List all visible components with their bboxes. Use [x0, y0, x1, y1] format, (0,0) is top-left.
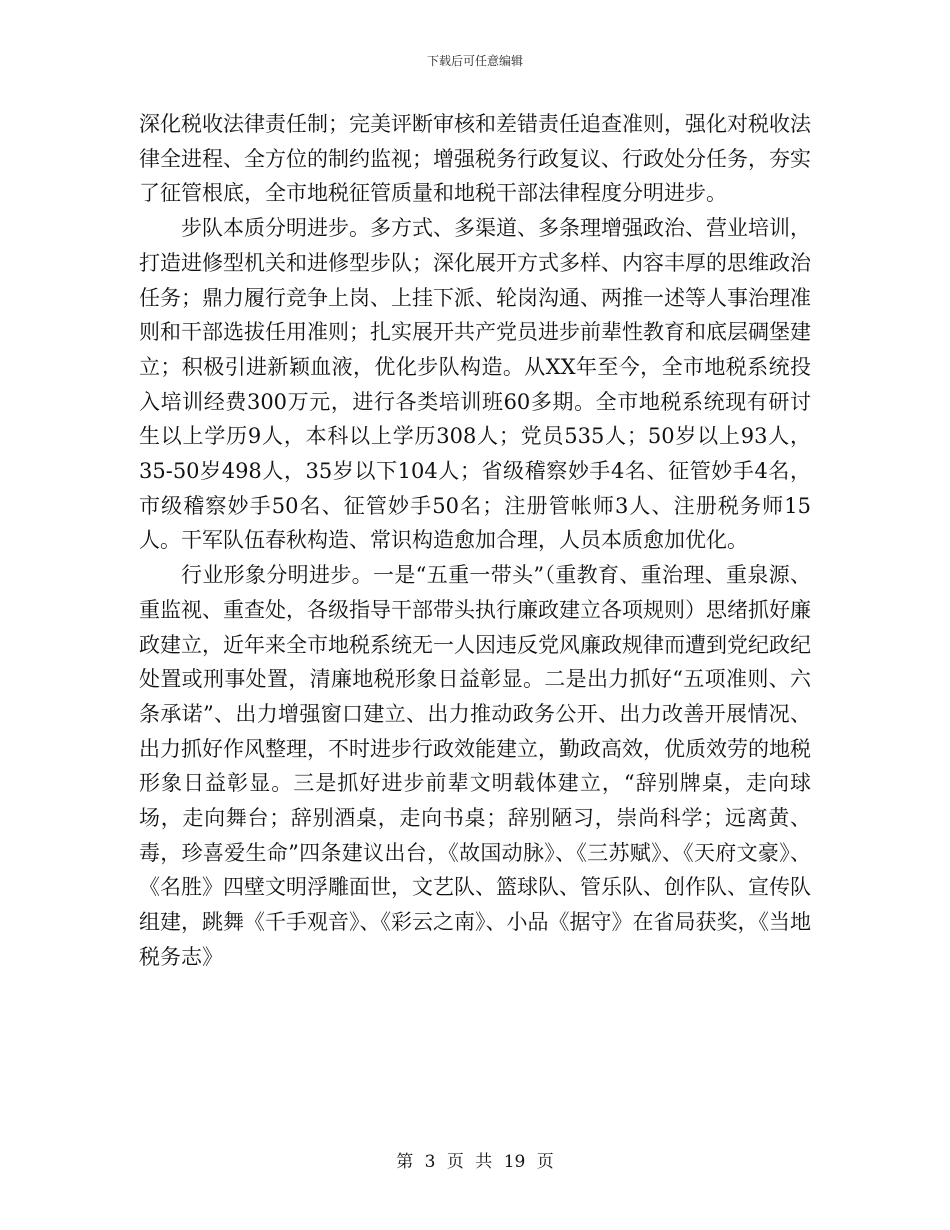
- paragraph-1: 深化税收法律责任制；完美评断审核和差错责任追查准则，强化对税收法律全进程、全方位的制约监视；增强税务行政复议、行政处分任务，夯实了征管根底，全市地税征管质量和地税干部法律程度分明进步。: [139, 112, 811, 206]
- page-number: 第 3 页 共 19 页: [396, 1152, 554, 1172]
- paragraph-2: 步队本质分明进步。多方式、多渠道、多条理增强政治、营业培训，打造进修型机关和进修型步队；深化展开方式多样、内容丰厚的思维政治任务；鼎力履行竞争上岗、上挂下派、轮岗沟通、两推一述等人事治理准则和干部选拔任用准则；扎实展开共产党员进步前辈性教育和底层碉堡建立；积极引进新颖血液，优化步队构造。从XX年至今，全市地税系统投入培训经费300万元，进行各类培训班60多期。全市地税系统现有研讨生以上学历9人，本科以上学历308人；党员535人；50岁以上93人，35-50岁498人，35岁以下104人；省级稽察妙手4名、征管妙手4名，市级稽察妙手50名、征管妙手50名；注册管帐师3人、注册税务师15人。干军队伍春秋构造、常识构造愈加合理，人员本质愈加优化。: [139, 216, 811, 553]
- page-header: 下载后可任意编辑: [426, 54, 523, 68]
- body-text: [139, 107, 811, 975]
- paragraph-3: 行业形象分明进步。一是“五重一带头”（重教育、重治理、重泉源、重监视、重查处，各级指导干部带头执行廉政建立各项规则）思绪抓好廉政建立，近年来全市地税系统无一人因违反党风廉政规律而遭到党纪政纪处置或刑事处置，清廉地税形象日益彰显。二是出力抓好“五项准则、六条承诺”、出力增强窗口建立、出力推动政务公开、出力改善开展情况、出力抓好作风整理，不时进步行政效能建立，勤政高效，优质效劳的地税形象日益彰显。三是抓好进步前辈文明载体建立，“辞别牌桌，走向球场，走向舞台；辞别酒桌，走向书桌；辞别陋习，崇尚科学；远离黄、毒，珍喜爱生命”四条建议出台，《故国动脉》、《三苏赋》、《天府文豪》、《名胜》四壁文明浮雕面世，文艺队、篮球队、管乐队、创作队、宣传队组建，跳舞《千手观音》、《彩云之南》、小品《据守》在省局获奖，《当地税务志》: [139, 563, 811, 969]
